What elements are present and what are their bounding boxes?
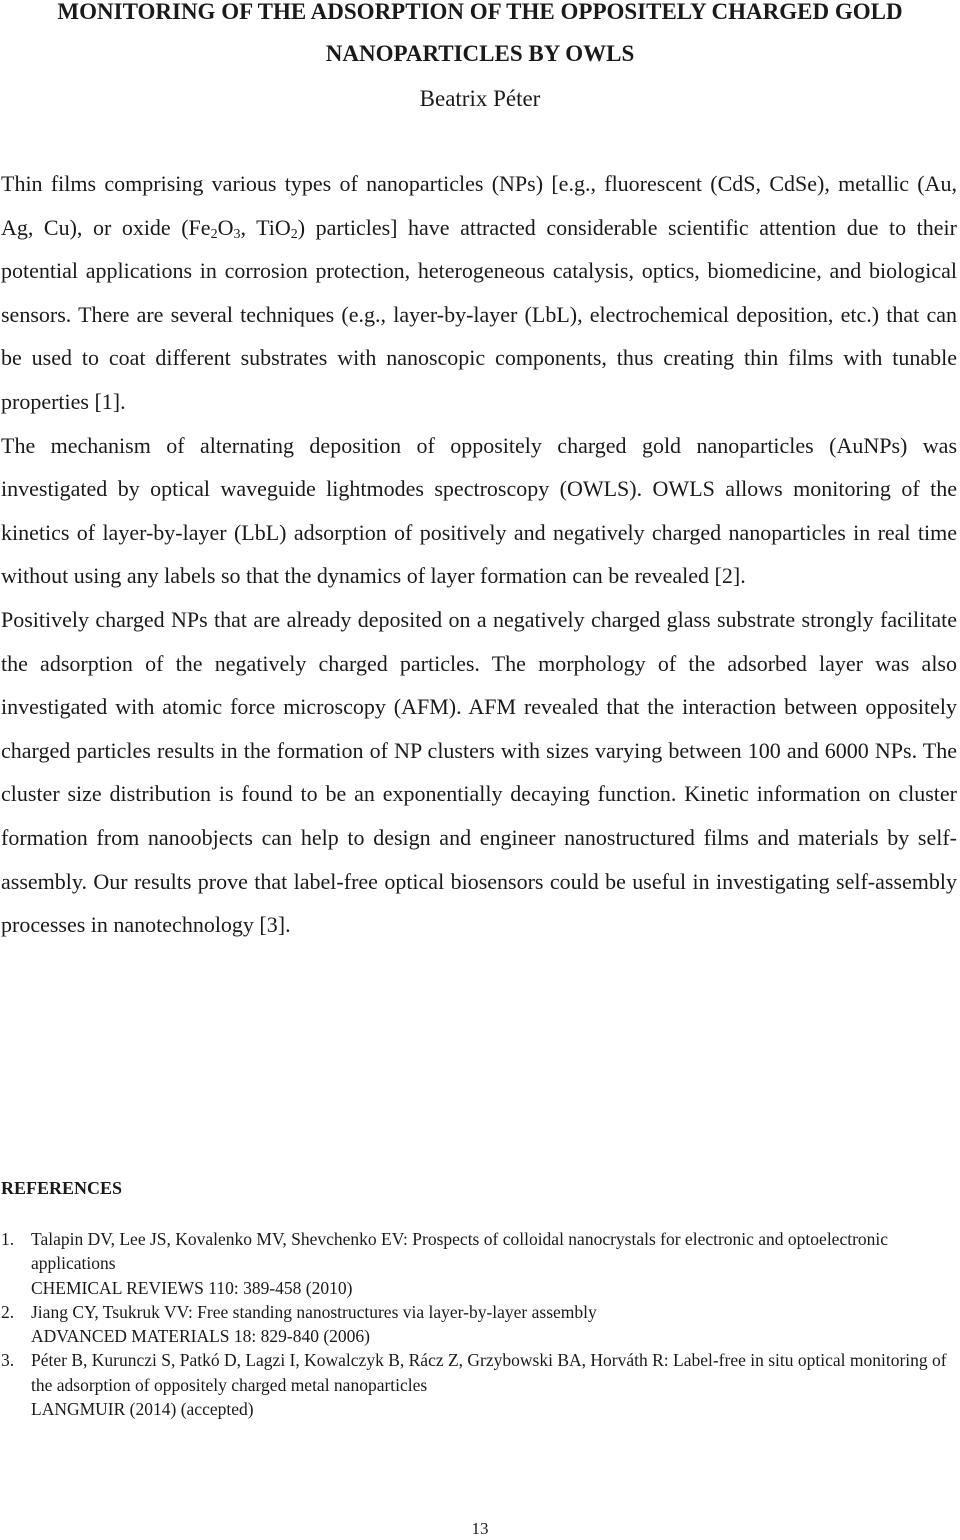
reference-number: 1.	[1, 1229, 15, 1249]
title-line-2: NANOPARTICLES BY OWLS	[325, 41, 635, 66]
author-name: Beatrix Péter	[419, 86, 541, 111]
paragraph-1-part-1: Thin films comprising various types of nanoparticles (NPs) [e.g., fluorescent (CdS, CdSe), metallic (Au, Ag, Cu), or oxide (Fe	[1, 171, 957, 240]
reference-text: Talapin DV, Lee JS, Kovalenko MV, Shevchenko EV: Prospects of colloidal nanocrystals for electronic and optoelectronic applications	[31, 1229, 889, 1274]
reference-journal: CHEMICAL REVIEWS 110: 389-458 (2010)	[31, 1277, 353, 1298]
references-list	[0, 1227, 955, 1421]
subscript-fe-2: 2	[210, 226, 218, 242]
subscript-ti-2: 2	[290, 226, 298, 242]
references-heading: REFERENCES	[1, 1178, 123, 1198]
reference-number: 2.	[1, 1301, 15, 1322]
reference-item	[0, 1348, 955, 1421]
subscript-o-3: 3	[233, 226, 241, 242]
reference-item	[0, 1227, 955, 1300]
abstract-body	[1, 162, 957, 947]
reference-journal: LANGMUIR (2014) (accepted)	[31, 1399, 254, 1420]
paragraph-1-part-2: O	[217, 214, 234, 240]
reference-item	[0, 1300, 955, 1349]
reference-journal: ADVANCED MATERIALS 18: 829-840 (2006)	[31, 1326, 370, 1347]
reference-text: Péter B, Kurunczi S, Patkó D, Lagzi I, Kowalczyk B, Rácz Z, Grzybowski BA, Horváth R: Label-free in situ optical monitoring of the adsorption of oppositely charged metal nanoparticles	[31, 1350, 947, 1395]
reference-number: 3.	[1, 1350, 15, 1371]
paragraph-1-part-4: ) particles] have attracted considerable scientific attention due to their potential applications in corrosion protection, heterogeneous catalysis, optics, biomedicine, and biological sensors. There are several techniques (e.g., layer-by-layer (LbL), electrochemical deposition, etc.) that can be used to coat different substrates with nanoscopic components, thus creating thin films with tunable properties [1].	[1, 214, 957, 414]
reference-text: Jiang CY, Tsukruk VV: Free standing nanostructures via layer-by-layer assembly	[31, 1301, 597, 1322]
paragraph-3: Positively charged NPs that are already deposited on a negatively charged glass substrate strongly facilitate the adsorption of the negatively charged particles. The morphology of the adsorbed layer was also investigated with atomic force microscopy (AFM). AFM revealed that the interaction between oppositely charged particles results in the formation of NP clusters with sizes varying between 100 and 6000 NPs. The cluster size distribution is found to be an exponentially decaying function. Kinetic information on cluster formation from nanoobjects can help to design and engineer nanostructured films and materials by self-assembly. Our results prove that label-free optical biosensors could be useful in investigating self-assembly processes in nanotechnology [3].	[1, 606, 957, 938]
paragraph-2: The mechanism of alternating deposition of oppositely charged gold nanoparticles (AuNPs) was investigated by optical waveguide lightmodes spectroscopy (OWLS). OWLS allows monitoring of the kinetics of layer-by-layer (LbL) adsorption of positively and negatively charged nanoparticles in real time without using any labels so that the dynamics of layer formation can be revealed [2].	[1, 432, 957, 589]
paragraph-1	[1, 162, 957, 424]
paragraph-1-part-3: , TiO	[240, 214, 291, 240]
page-number: 13	[471, 1519, 489, 1538]
title-line-1: MONITORING OF THE ADSORPTION OF THE OPPOSITELY CHARGED GOLD	[57, 0, 903, 24]
